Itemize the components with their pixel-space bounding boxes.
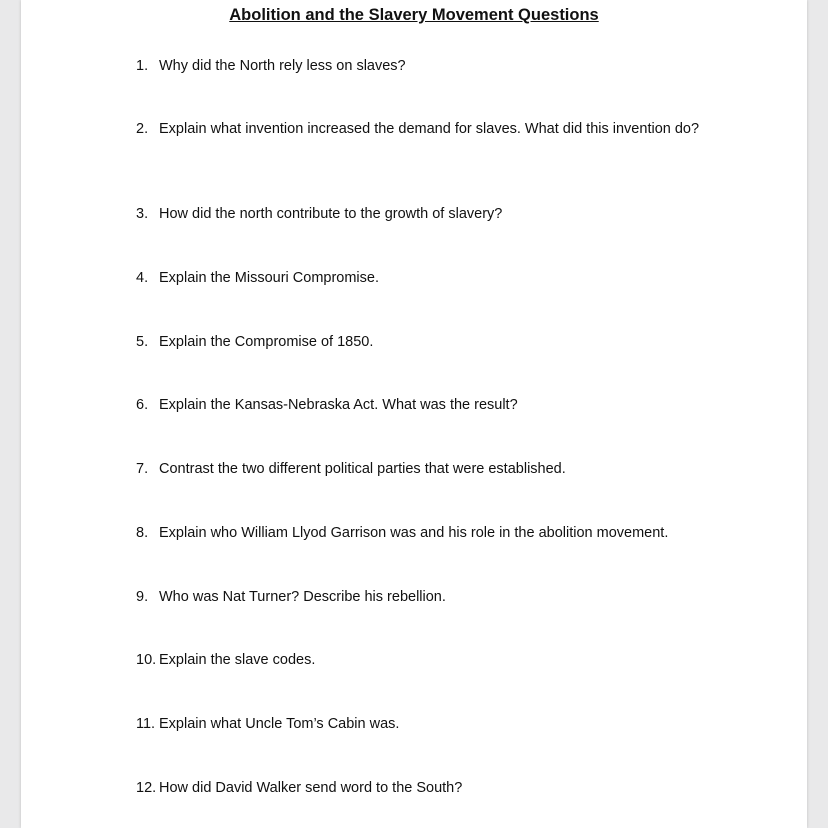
question-4 <box>136 267 706 289</box>
question-text: Explain who William Llyod Garrison was and his role in the abolition movement. <box>159 525 669 541</box>
question-1 <box>136 55 706 77</box>
document-title: Abolition and the Slavery Movement Questions <box>229 6 599 24</box>
question-text: How did the north contribute to the growth of slavery? <box>159 206 503 222</box>
question-text: Explain the Kansas-Nebraska Act. What was the result? <box>159 397 518 413</box>
question-number: 11. <box>136 716 156 732</box>
question-text: Contrast the two different political parties that were established. <box>159 461 566 477</box>
question-number: 1. <box>136 58 149 74</box>
question-text: Explain the slave codes. <box>159 652 316 668</box>
question-9 <box>136 586 706 608</box>
question-number: 10. <box>136 652 157 668</box>
question-number: 4. <box>136 270 149 286</box>
question-number: 6. <box>136 397 149 413</box>
question-number: 3. <box>136 206 149 222</box>
question-text: Who was Nat Turner? Describe his rebellion. <box>159 589 446 605</box>
question-text: Explain the Compromise of 1850. <box>159 334 374 350</box>
question-number: 5. <box>136 334 149 350</box>
question-text: Explain what invention increased the demand for slaves. What did this invention do? <box>159 121 700 137</box>
question-text: How did David Walker send word to the South? <box>159 780 463 796</box>
question-11 <box>136 713 706 735</box>
question-text: Explain what Uncle Tom’s Cabin was. <box>159 716 400 732</box>
question-12 <box>136 777 706 799</box>
question-number: 2. <box>136 121 149 137</box>
question-6 <box>136 394 706 416</box>
question-8 <box>136 522 706 544</box>
question-number: 12. <box>136 780 157 796</box>
question-number: 7. <box>136 461 149 477</box>
question-10 <box>136 649 706 671</box>
question-5 <box>136 331 706 353</box>
question-text: Why did the North rely less on slaves? <box>159 58 406 74</box>
question-number: 8. <box>136 525 149 541</box>
document-page <box>21 0 807 828</box>
question-3 <box>136 203 706 225</box>
question-2 <box>136 118 706 140</box>
question-7 <box>136 458 706 480</box>
question-text: Explain the Missouri Compromise. <box>159 270 379 286</box>
question-number: 9. <box>136 589 149 605</box>
